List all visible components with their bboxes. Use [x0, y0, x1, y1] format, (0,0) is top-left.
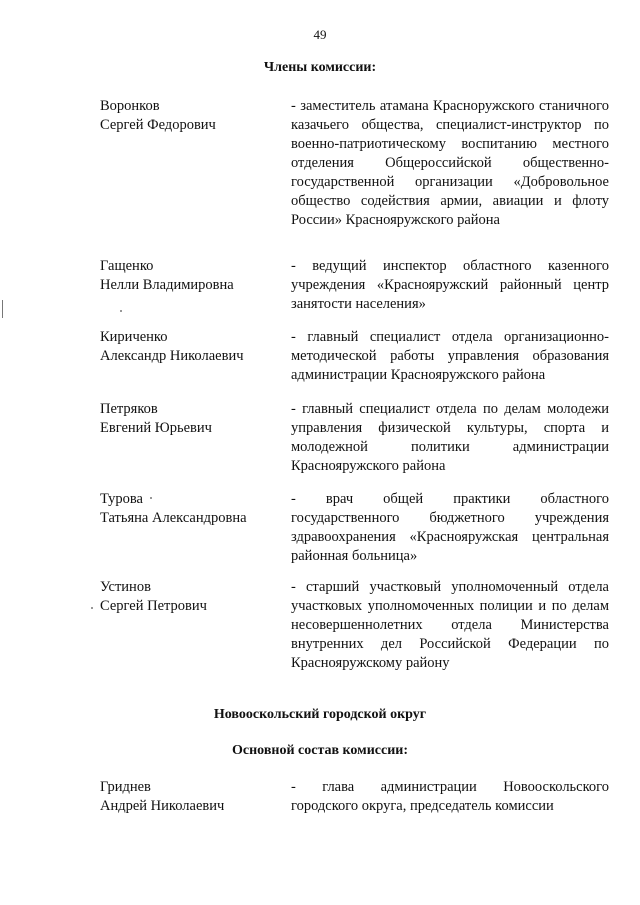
- members-heading: Члены комиссии:: [263, 60, 377, 75]
- member-role: - главный специалист отдела организационно-методической работы управления образования администрации Краснояружского района: [291, 329, 609, 383]
- member-given-name: Сергей Федорович: [100, 117, 216, 133]
- member-role: - главный специалист отдела по делам молодежи управления физической культуры, спорта и молодежной политики администрации Краснояружского района: [291, 401, 609, 474]
- member-role: - старший участковый уполномоченный отдела участковых уполномоченных полиции и по делам несовершеннолетних отдела Министерства внутренних дел Российской Федерации по Краснояружскому району: [291, 579, 609, 671]
- scan-speck: [2, 300, 3, 318]
- scan-speck: [91, 607, 93, 609]
- member-name: [100, 778, 280, 816]
- member-name: [100, 97, 280, 135]
- member-given-name: Нелли Владимировна: [100, 277, 234, 293]
- member-surname: Турова: [100, 491, 143, 507]
- member-surname: Устинов: [100, 579, 151, 595]
- member-name: [100, 578, 280, 616]
- member-name: [100, 490, 280, 528]
- district-heading: Новооскольский городской округ: [213, 707, 427, 722]
- member-surname: Воронков: [100, 98, 160, 114]
- scan-speck: [120, 310, 122, 312]
- member-name: [100, 328, 280, 366]
- member-role: - заместитель атамана Красноружского станичного казачьего общества, специалист-инструктор по военно-патриотическому воспитанию местного отделения Общероссийской общественно-государственной организации «Добровольное общество содействия армии, авиации и флоту России» Краснояружского района: [291, 98, 609, 228]
- member-name: [100, 257, 280, 295]
- member-surname: Гриднев: [100, 779, 151, 795]
- member-surname: Гащенко: [100, 258, 154, 274]
- member-given-name: Евгений Юрьевич: [100, 420, 212, 436]
- member-role: - ведущий инспектор областного казенного учреждения «Краснояружский районный центр занятости населения»: [291, 258, 609, 312]
- member-surname: Петряков: [100, 401, 158, 417]
- member-given-name: Татьяна Александровна: [100, 510, 247, 526]
- scan-speck: [150, 497, 152, 499]
- member-given-name: Андрей Николаевич: [100, 798, 225, 814]
- member-given-name: Сергей Петрович: [100, 598, 207, 614]
- member-name: [100, 400, 280, 438]
- member-surname: Кириченко: [100, 329, 168, 345]
- main-composition-heading: Основной состав комиссии:: [232, 743, 408, 758]
- page-number: 49: [313, 27, 327, 42]
- member-given-name: Александр Николаевич: [100, 348, 244, 364]
- member-role: - глава администрации Новооскольского городского округа, председатель комиссии: [291, 779, 609, 814]
- member-role: - врач общей практики областного государственного бюджетного учреждения здравоохранения «Краснояружская центральная районная больница»: [291, 491, 609, 564]
